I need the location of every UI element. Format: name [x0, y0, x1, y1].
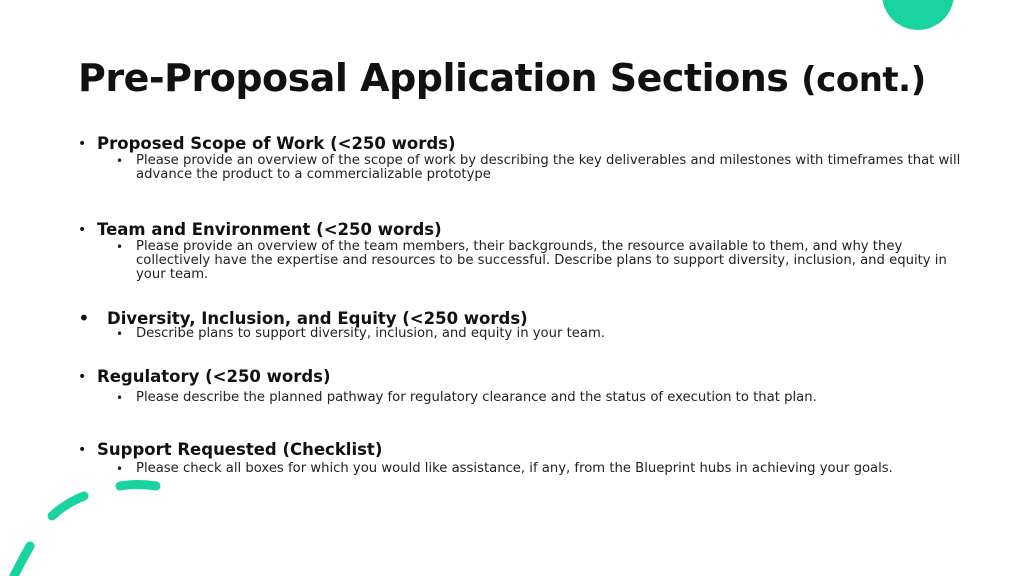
- decorative-circle: [882, 0, 954, 30]
- section-detail-text: Please describe the planned pathway for regulatory clearance and the status of execution to that plan.: [136, 390, 817, 405]
- dash-segment: [52, 496, 84, 516]
- section-detail: [78, 462, 978, 476]
- section-detail: [78, 240, 978, 282]
- section-detail-text: Please check all boxes for which you would like assistance, if any, from the Blueprint hubs in achieving your goals.: [136, 461, 893, 476]
- bullet-icon: •: [78, 442, 87, 458]
- bullet-icon: •: [116, 327, 124, 341]
- dash-segment: [14, 546, 30, 576]
- bullet-icon: •: [78, 222, 87, 238]
- section-detail-text: Please provide an overview of the scope of work by describing the key deliverables and milestones with timeframes that will advance the product to a commercializable prototype: [136, 153, 961, 182]
- bullet-icon: •: [78, 369, 87, 385]
- bullet-icon: •: [116, 240, 124, 254]
- title-main: Pre-Proposal Application Sections: [78, 56, 789, 100]
- bullet-icon: •: [78, 136, 87, 152]
- section-heading-text: Proposed Scope of Work (<250 words): [97, 134, 456, 153]
- bullet-icon: •: [78, 306, 90, 330]
- section-detail: [78, 154, 978, 182]
- title-suffix: (cont.): [801, 60, 926, 100]
- section-support-requested: [78, 440, 978, 476]
- section-heading: [78, 220, 978, 240]
- section-heading-text: Diversity, Inclusion, and Equity (<250 words): [107, 309, 528, 328]
- section-detail-text: Please provide an overview of the team members, their backgrounds, the resource available to them, and why they collectively have the expertise and resources to be successful. Describe plans to support diversity, inclusion, and equity in your team.: [136, 239, 947, 282]
- section-heading-text: Team and Environment (<250 words): [97, 220, 442, 239]
- section-heading: [78, 134, 978, 154]
- section-detail: [78, 327, 978, 341]
- decorative-dashed-arc: [0, 470, 180, 576]
- section-detail: [78, 391, 978, 405]
- bullet-icon: •: [116, 462, 124, 476]
- section-regulatory: [78, 367, 978, 405]
- page-title: [78, 56, 926, 100]
- dash-segment: [120, 485, 156, 487]
- section-heading-text: Support Requested (Checklist): [97, 440, 383, 459]
- section-detail-text: Describe plans to support diversity, inclusion, and equity in your team.: [136, 326, 605, 341]
- section-heading: [78, 440, 978, 460]
- section-team-and-environment: [78, 220, 978, 282]
- bullet-icon: •: [116, 154, 124, 168]
- section-heading: [78, 367, 978, 387]
- bullet-icon: •: [116, 391, 124, 405]
- section-heading-text: Regulatory (<250 words): [97, 367, 331, 386]
- section-scope-of-work: [78, 134, 978, 182]
- section-diversity-inclusion-equity: [78, 306, 978, 341]
